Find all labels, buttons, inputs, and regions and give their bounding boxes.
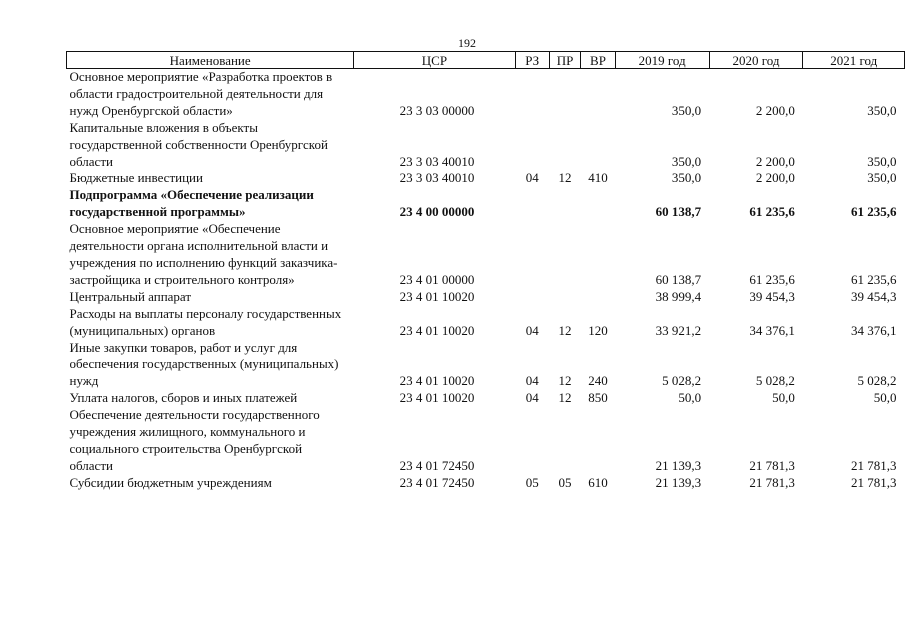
header-2019: 2019 год — [615, 52, 709, 69]
cell-rz: 04 — [525, 373, 539, 389]
cell-2020: 50,0 — [772, 390, 795, 406]
cell-2019: 350,0 — [671, 102, 702, 118]
cell-rz: 04 — [525, 390, 539, 406]
cell-csr: 23 3 03 40010 — [399, 170, 475, 186]
cell-name: Бюджетные инвестиции — [69, 170, 203, 186]
table-row — [67, 69, 905, 120]
cell-rz: 04 — [525, 170, 539, 186]
cell-vr — [581, 221, 615, 289]
cell-2019: 38 999,4 — [655, 288, 702, 304]
cell-vr: 120 — [588, 322, 608, 338]
cell-2021: 21 781,3 — [851, 457, 897, 473]
cell-2021: 5 028,2 — [857, 373, 897, 389]
header-2021: 2021 год — [803, 52, 905, 69]
cell-2021: 21 781,3 — [851, 474, 897, 490]
cell-name: Капитальные вложения в объекты государственной собственности Оренбургской области — [69, 119, 328, 169]
cell-rz: 04 — [525, 322, 539, 338]
cell-vr — [581, 187, 615, 221]
cell-2020: 34 376,1 — [749, 322, 795, 338]
cell-pr — [549, 407, 580, 475]
header-csr: ЦСР — [354, 52, 515, 69]
cell-2021: 39 454,3 — [851, 288, 897, 304]
cell-name: Основное мероприятие «Разработка проектов в области градостроительной деятельности для нужд Оренбургской области» — [69, 69, 333, 118]
page-number: 192 — [458, 36, 476, 50]
cell-vr: 410 — [588, 170, 608, 186]
table-row — [67, 390, 905, 407]
cell-csr: 23 4 01 10020 — [399, 288, 475, 304]
cell-csr: 23 4 00 00000 — [399, 204, 475, 220]
cell-2021: 350,0 — [867, 102, 897, 118]
cell-name: Уплата налогов, сборов и иных платежей — [69, 390, 298, 406]
cell-2021: 61 235,6 — [851, 204, 897, 220]
cell-2021: 50,0 — [873, 390, 897, 406]
cell-vr: 240 — [588, 373, 608, 389]
cell-2020: 2 200,0 — [755, 170, 795, 186]
cell-csr: 23 4 01 10020 — [399, 373, 475, 389]
cell-csr: 23 4 01 72450 — [399, 457, 475, 473]
cell-2019: 5 028,2 — [662, 373, 702, 389]
cell-rz: 05 — [525, 474, 539, 490]
cell-2020: 5 028,2 — [755, 373, 795, 389]
cell-2020: 21 781,3 — [749, 474, 795, 490]
cell-2021: 61 235,6 — [851, 271, 897, 287]
cell-name: Подпрограмма «Обеспечение реализации государственной программы» — [69, 187, 314, 220]
cell-pr — [549, 120, 580, 171]
cell-rz — [515, 120, 549, 171]
cell-2019: 33 921,2 — [655, 322, 702, 338]
cell-2019: 21 139,3 — [655, 457, 702, 473]
cell-2020: 61 235,6 — [749, 271, 795, 287]
cell-2020: 39 454,3 — [749, 288, 795, 304]
cell-2019: 60 138,7 — [655, 204, 702, 220]
cell-2019: 50,0 — [678, 390, 702, 406]
header-2020: 2020 год — [709, 52, 803, 69]
header-rz: РЗ — [515, 52, 549, 69]
table-row — [67, 475, 905, 492]
table-row — [67, 306, 905, 340]
table-row — [67, 340, 905, 391]
cell-pr: 12 — [558, 170, 572, 186]
cell-csr: 23 4 01 72450 — [399, 474, 475, 490]
cell-pr: 12 — [558, 390, 572, 406]
cell-2020: 2 200,0 — [755, 153, 795, 169]
table-row — [67, 170, 905, 187]
cell-2021: 34 376,1 — [851, 322, 897, 338]
cell-csr: 23 3 03 00000 — [399, 102, 475, 118]
table-row-subprogram — [67, 187, 905, 221]
cell-pr: 12 — [558, 373, 572, 389]
cell-2020: 2 200,0 — [755, 102, 795, 118]
header-name: Наименование — [67, 52, 354, 69]
cell-name: Центральный аппарат — [69, 288, 192, 304]
cell-2021: 350,0 — [867, 170, 897, 186]
cell-2021: 350,0 — [867, 153, 897, 169]
table-row — [67, 407, 905, 475]
cell-pr — [549, 289, 580, 306]
cell-rz — [515, 187, 549, 221]
cell-csr: 23 4 01 00000 — [399, 271, 475, 287]
cell-2020: 21 781,3 — [749, 457, 795, 473]
cell-csr: 23 4 01 10020 — [399, 322, 475, 338]
cell-csr: 23 4 01 10020 — [399, 390, 475, 406]
table-header — [67, 52, 905, 69]
table-row — [67, 221, 905, 289]
header-vr: ВР — [581, 52, 615, 69]
cell-pr — [549, 187, 580, 221]
budget-table — [66, 51, 905, 492]
table-row — [67, 289, 905, 306]
cell-name: Основное мероприятие «Обеспечение деятельности органа исполнительной власти и учреждения по исполнению функций заказчика-застройщика и строительного контроля» — [69, 221, 338, 287]
cell-pr — [549, 69, 580, 120]
cell-name: Субсидии бюджетным учреждениям — [69, 474, 272, 490]
cell-csr: 23 3 03 40010 — [399, 153, 475, 169]
cell-vr — [581, 120, 615, 171]
cell-2019: 60 138,7 — [655, 271, 702, 287]
cell-pr — [549, 221, 580, 289]
cell-rz — [515, 69, 549, 120]
cell-rz — [515, 407, 549, 475]
cell-vr — [581, 289, 615, 306]
header-pr: ПР — [549, 52, 580, 69]
cell-2019: 350,0 — [671, 153, 702, 169]
cell-pr: 05 — [558, 474, 572, 490]
cell-2019: 21 139,3 — [655, 474, 702, 490]
cell-vr: 610 — [588, 474, 608, 490]
cell-rz — [515, 221, 549, 289]
cell-vr: 850 — [588, 390, 608, 406]
cell-2019: 350,0 — [671, 170, 702, 186]
cell-vr — [581, 69, 615, 120]
cell-vr — [581, 407, 615, 475]
cell-name: Расходы на выплаты персоналу государственных (муниципальных) органов — [69, 305, 342, 338]
cell-name: Обеспечение деятельности государственного учреждения жилищного, коммунального и социального строительства Оренбургской области — [69, 407, 320, 473]
cell-2020: 61 235,6 — [749, 204, 795, 220]
cell-rz — [515, 289, 549, 306]
table-row — [67, 120, 905, 171]
cell-name: Иные закупки товаров, работ и услуг для обеспечения государственных (муниципальных) нужд — [69, 339, 339, 389]
cell-pr: 12 — [558, 322, 572, 338]
